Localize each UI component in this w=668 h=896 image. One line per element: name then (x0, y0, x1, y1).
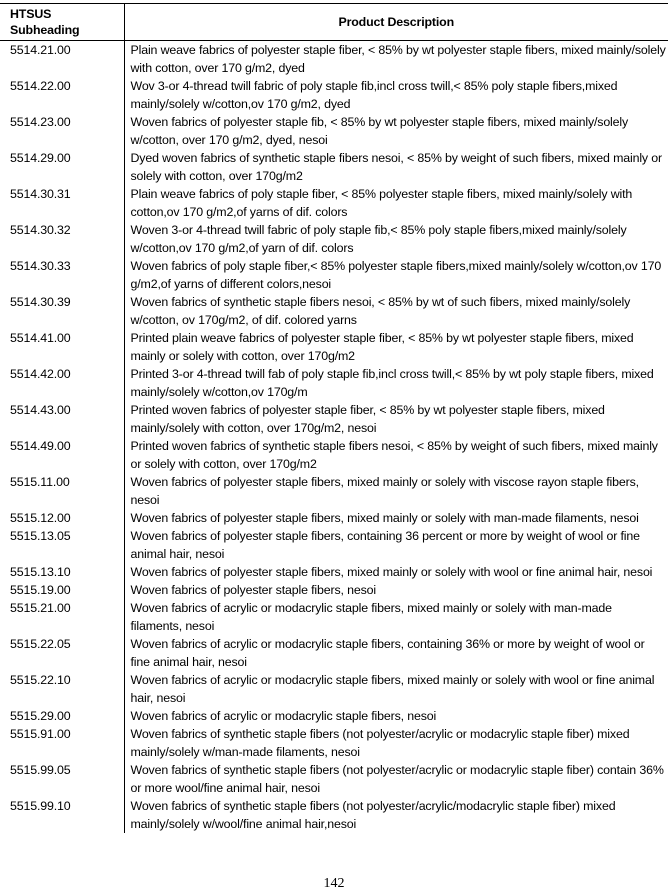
htsus-code-cell: 5515.99.05 (0, 761, 124, 797)
htsus-code-cell: 5515.99.10 (0, 797, 124, 833)
product-description-cell: Woven fabrics of polyester staple fibers, containing 36 percent or more by weight of wool or fine animal hair, nesoi (130, 529, 640, 561)
table-row (0, 509, 668, 527)
htsus-code-cell: 5515.13.10 (0, 563, 124, 581)
product-description-cell: Woven fabrics of synthetic staple fibers (not polyester/acrylic/modacrylic staple fiber) mixed mainly/solely w/wool/fine animal hair,nesoi (130, 799, 616, 831)
table-row (0, 761, 668, 797)
table-row (0, 437, 668, 473)
product-description-cell: Woven fabrics of poly staple fiber,< 85% polyester staple fibers,mixed mainly/solely w/cotton,ov 170 g/m2,of yarns of different colors,nesoi (130, 259, 662, 291)
htsus-code-cell: 5515.91.00 (0, 725, 124, 761)
product-description-cell: Woven fabrics of synthetic staple fibers (not polyester/acrylic or modacrylic staple fiber) mixed mainly/solely w/man-made filaments, nesoi (130, 727, 630, 759)
product-description-cell: Woven fabrics of polyester staple fibers, mixed mainly or solely with viscose rayon staple fibers, nesoi (130, 475, 639, 507)
htsus-code-cell: 5514.30.33 (0, 257, 124, 293)
header-code-line1: HTSUS (10, 7, 52, 21)
table-row (0, 725, 668, 761)
htsus-code-cell: 5515.11.00 (0, 473, 124, 509)
product-description-cell: Woven fabrics of polyester staple fibers, mixed mainly or solely with wool or fine animal hair, nesoi (130, 565, 653, 579)
htsus-code-cell: 5515.19.00 (0, 581, 124, 599)
htsus-code-cell: 5514.29.00 (0, 149, 124, 185)
product-description-cell: Printed plain weave fabrics of polyester staple fiber, < 85% by wt polyester staple fibers, mixed mainly or solely with cotton, over 170g/m2 (130, 331, 634, 363)
table-row (0, 41, 668, 78)
product-description-cell: Woven fabrics of acrylic or modacrylic staple fibers, mixed mainly or solely with man-made filaments, nesoi (130, 601, 612, 633)
product-description-cell: Woven fabrics of synthetic staple fibers (not polyester/acrylic or modacrylic staple fiber) contain 36% or more wool/fine animal hair, nesoi (130, 763, 664, 795)
product-description-cell: Dyed woven fabrics of synthetic staple fibers nesoi, < 85% by weight of such fibers, mixed mainly or solely with cotton, over 170g/m2 (130, 151, 662, 183)
table-row (0, 635, 668, 671)
product-description-cell: Woven fabrics of acrylic or modacrylic staple fibers, nesoi (130, 709, 437, 723)
table-row (0, 185, 668, 221)
table-row (0, 113, 668, 149)
product-description-cell: Printed woven fabrics of polyester staple fiber, < 85% by wt polyester staple fibers, mixed mainly/solely with cotton, over 170g/m2, nesoi (130, 403, 605, 435)
htsus-table (0, 3, 668, 833)
product-description-cell: Woven fabrics of acrylic or modacrylic staple fibers, containing 36% or more by weight of wool or fine animal hair, nesoi (130, 637, 645, 669)
htsus-code-cell: 5514.22.00 (0, 77, 124, 113)
htsus-code-cell: 5514.30.39 (0, 293, 124, 329)
table-row (0, 329, 668, 365)
header-htsus-subheading (0, 4, 124, 41)
htsus-code-cell: 5514.21.00 (0, 41, 124, 78)
htsus-code-cell: 5515.12.00 (0, 509, 124, 527)
product-description-cell: Woven 3-or 4-thread twill fabric of poly staple fib,< 85% poly staple fibers,mixed mainly/solely w/cotton,ov 170 g/m2,of yarn of dif. colors (130, 223, 627, 255)
htsus-code-cell: 5515.22.10 (0, 671, 124, 707)
table-row (0, 257, 668, 293)
htsus-code-cell: 5514.43.00 (0, 401, 124, 437)
table-row (0, 401, 668, 437)
table-header (0, 4, 668, 41)
htsus-code-cell: 5514.30.32 (0, 221, 124, 257)
header-row (0, 4, 668, 41)
table-row (0, 149, 668, 185)
table-row (0, 581, 668, 599)
htsus-code-cell: 5515.21.00 (0, 599, 124, 635)
product-description-cell: Woven fabrics of acrylic or modacrylic staple fibers, mixed mainly or solely with wool or fine animal hair, nesoi (130, 673, 655, 705)
table-row (0, 797, 668, 833)
product-description-cell: Wov 3-or 4-thread twill fabric of poly staple fib,incl cross twill,< 85% poly staple fibers,mixed mainly/solely w/cotton,ov 170 g/m2, dyed (130, 79, 618, 111)
table-row (0, 365, 668, 401)
htsus-code-cell: 5514.41.00 (0, 329, 124, 365)
table-row (0, 599, 668, 635)
htsus-code-cell: 5515.29.00 (0, 707, 124, 725)
table-row (0, 77, 668, 113)
htsus-code-cell: 5515.22.05 (0, 635, 124, 671)
product-description-cell: Woven fabrics of synthetic staple fibers nesoi, < 85% by wt of such fibers, mixed mainly/solely w/cotton, ov 170g/m2, of dif. colored yarns (130, 295, 631, 327)
htsus-code-cell: 5514.23.00 (0, 113, 124, 149)
product-description-cell: Plain weave fabrics of poly staple fiber, < 85% polyester staple fibers, mixed mainly/solely with cotton,ov 170 g/m2,of yarns of dif. colors (130, 187, 633, 219)
table-row (0, 527, 668, 563)
product-description-cell: Woven fabrics of polyester staple fibers, mixed mainly or solely with man-made filaments, nesoi (130, 511, 639, 525)
table-row (0, 473, 668, 509)
table-row (0, 707, 668, 725)
product-description-cell: Printed 3-or 4-thread twill fab of poly staple fib,incl cross twill,< 85% by wt poly staple fibers, mixed mainly/solely w/cotton,ov 170g/m (130, 367, 654, 399)
page-number: 142 (323, 876, 345, 891)
table-body (0, 41, 668, 834)
table-row (0, 671, 668, 707)
table-row (0, 221, 668, 257)
htsus-code-cell: 5514.49.00 (0, 437, 124, 473)
htsus-code-cell: 5514.30.31 (0, 185, 124, 221)
table-row (0, 293, 668, 329)
htsus-code-cell: 5514.42.00 (0, 365, 124, 401)
header-product-description: Product Description (124, 4, 668, 41)
product-description-cell: Woven fabrics of polyester staple fib, < 85% by wt polyester staple fibers, mixed mainly/solely w/cotton, over 170 g/m2, dyed, nesoi (130, 115, 629, 147)
product-description-cell: Printed woven fabrics of synthetic staple fibers nesoi, < 85% by weight of such fibers, mixed mainly or solely with cotton, over 170g/m2 (130, 439, 658, 471)
table-row (0, 563, 668, 581)
header-code-line2: Subheading (10, 23, 80, 37)
product-description-cell: Plain weave fabrics of polyester staple fiber, < 85% by wt polyester staple fibers, mixed mainly/solely with cotton, over 170 g/m2, dyed (130, 43, 666, 75)
product-description-cell: Woven fabrics of polyester staple fibers, nesoi (130, 583, 376, 597)
htsus-code-cell: 5515.13.05 (0, 527, 124, 563)
